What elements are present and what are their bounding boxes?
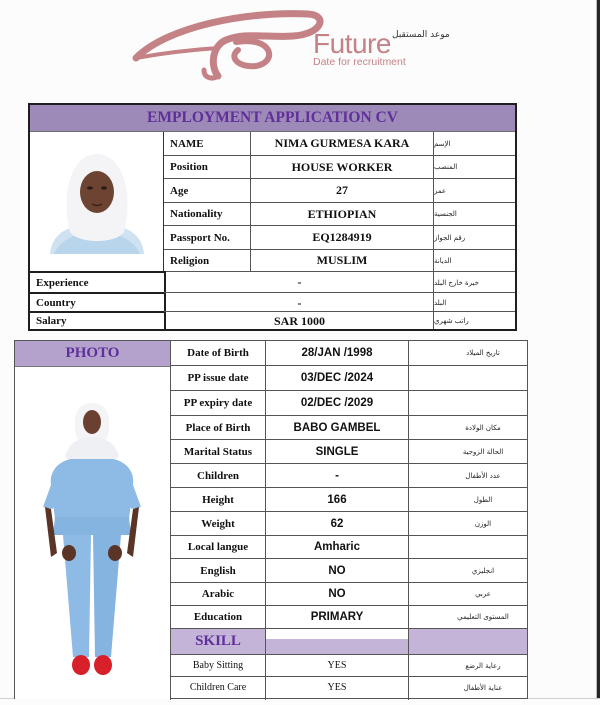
- age-value: 27: [336, 183, 348, 197]
- education-label: Education: [193, 611, 243, 623]
- position-label: Position: [170, 161, 208, 173]
- children-value: -: [335, 469, 339, 482]
- headshot-photo: [30, 132, 164, 271]
- religion-arabic-label: الديانة: [434, 256, 452, 265]
- pp-issue-value: 03/DEC /2024: [300, 371, 374, 384]
- position-value: HOUSE WORKER: [291, 159, 393, 174]
- details-table: [14, 340, 528, 699]
- english-label: English: [200, 564, 236, 577]
- skill-section-title: SKILL: [171, 629, 265, 654]
- age-label: Age: [170, 184, 189, 197]
- height-arabic-label: الطول: [473, 495, 493, 504]
- country-value: -: [297, 295, 302, 310]
- children-care-label: Children Care: [189, 682, 247, 693]
- baby-sitting-value: YES: [327, 660, 347, 671]
- experience-label: Experience: [36, 276, 89, 289]
- pp-expiry-label: PP expiry date: [183, 396, 253, 409]
- arabic-label: Arabic: [201, 588, 235, 600]
- page-title: EMPLOYMENT APPLICATION CV: [30, 105, 515, 132]
- name-label: NAME: [170, 137, 204, 150]
- religion-value: MUSLIM: [316, 253, 368, 267]
- divider: [164, 311, 515, 312]
- nationality-value: ETHIOPIAN: [307, 206, 377, 221]
- passport-label: Passport No.: [170, 231, 230, 244]
- pp-issue-label: PP issue date: [187, 371, 249, 384]
- weight-label: Weight: [201, 517, 235, 530]
- education-value: PRIMARY: [310, 611, 364, 623]
- full-body-image-icon: [15, 367, 170, 700]
- personal-info-table: [28, 103, 517, 331]
- logo-swirl-icon: [128, 6, 478, 84]
- divider: [164, 292, 515, 293]
- arabic-arabic-label: عربي: [475, 590, 491, 598]
- place-of-birth-arabic-label: مكان الولادة: [465, 423, 501, 432]
- children-care-arabic-label: عناية الأطفال: [463, 683, 503, 692]
- dob-value: 28/JAN /1998: [301, 347, 373, 359]
- dob-label: Date of Birth: [187, 347, 249, 359]
- photo-section-title: PHOTO: [15, 341, 170, 367]
- place-of-birth-value: BABO GAMBEL: [293, 421, 381, 434]
- marital-status-label: Marital Status: [183, 445, 253, 458]
- country-label: Country: [36, 297, 76, 309]
- weight-value: 62: [330, 517, 344, 530]
- marital-status-value: SINGLE: [315, 445, 359, 458]
- skill-header-blank: [266, 629, 408, 654]
- dob-arabic-label: تاريخ الميلاد: [466, 349, 500, 357]
- logo-wordmark: Future: [313, 28, 391, 59]
- name-value: NIMA GURMESA KARA: [274, 136, 410, 150]
- local-language-arabic-label: [409, 536, 527, 558]
- baby-sitting-arabic-label: رعاية الرضع: [465, 661, 501, 670]
- full-body-photo: [15, 367, 170, 700]
- pp-issue-arabic-label: [409, 366, 527, 389]
- height-label: Height: [202, 493, 234, 506]
- children-label: Children: [197, 469, 239, 482]
- religion-label: Religion: [170, 254, 210, 267]
- country-arabic-label: البلد: [434, 299, 447, 307]
- position-arabic-label: المنصب: [434, 163, 458, 171]
- nationality-arabic-label: الجنسية: [434, 210, 457, 218]
- pp-expiry-arabic-label: [409, 391, 527, 414]
- local-language-value: Amharic: [313, 541, 361, 553]
- english-value: NO: [328, 564, 346, 577]
- logo-arabic-text: موعد المستقبل: [392, 30, 450, 40]
- local-language-label: Local langue: [187, 541, 249, 553]
- passport-value: EQ1284919: [312, 230, 372, 244]
- divider: [164, 271, 515, 272]
- place-of-birth-label: Place of Birth: [185, 421, 251, 434]
- education-arabic-label: المستوى التعليمي: [457, 613, 509, 621]
- english-arabic-label: انجليزي: [471, 566, 495, 575]
- weight-arabic-label: الوزن: [474, 519, 492, 528]
- pp-expiry-value: 02/DEC /2029: [300, 396, 374, 409]
- arabic-value: NO: [328, 588, 346, 600]
- baby-sitting-label: Baby Sitting: [192, 660, 244, 671]
- salary-label: Salary: [36, 315, 67, 327]
- salary-value: SAR 1000: [273, 313, 325, 328]
- children-arabic-label: عدد الأطفال: [465, 471, 501, 480]
- experience-value: -: [297, 275, 302, 289]
- salary-arabic-label: راتب شهري: [434, 317, 469, 325]
- skill-header-blank-arabic: [409, 629, 527, 654]
- marital-status-arabic-label: الحالة الزوجية: [462, 447, 504, 456]
- headshot-image-icon: [30, 132, 164, 271]
- name-arabic-label: الإسم: [434, 139, 451, 148]
- experience-arabic-label: خبرة خارج البلد: [434, 278, 479, 287]
- age-arabic-label: عمر: [434, 186, 447, 195]
- children-care-value: YES: [327, 682, 347, 693]
- nationality-label: Nationality: [170, 208, 223, 220]
- passport-arabic-label: رقم الجواز: [434, 233, 466, 242]
- height-value: 166: [327, 493, 347, 506]
- logo-tagline: Date for recruitment: [313, 56, 406, 68]
